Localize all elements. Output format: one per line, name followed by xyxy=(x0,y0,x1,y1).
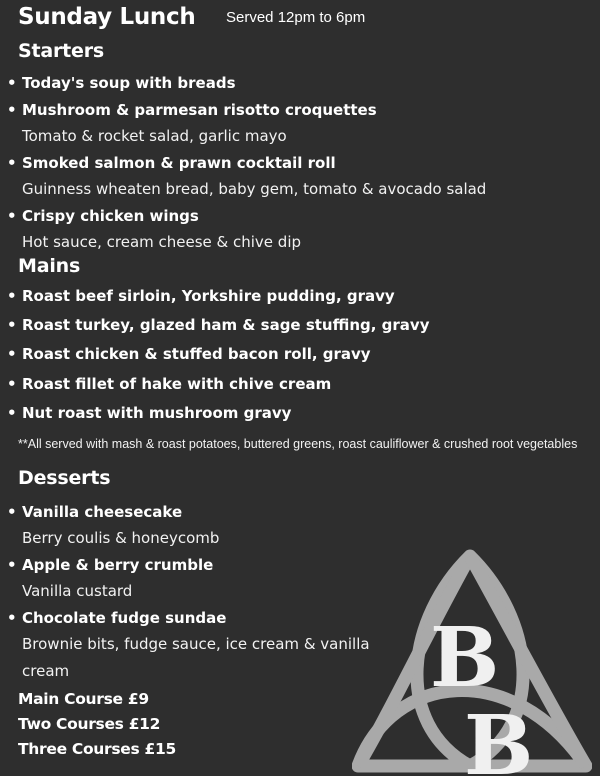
menu-item xyxy=(7,404,291,422)
triquetra-icon xyxy=(352,548,592,776)
sides-note: **All served with mash & roast potatoes, buttered greens, roast cauliflower & crushed root vegetables xyxy=(18,437,578,451)
menu-item-name: Roast fillet of hake with chive cream xyxy=(22,375,332,393)
section-heading-mains: Mains xyxy=(18,255,81,277)
bullet: • xyxy=(7,404,17,422)
menu-item xyxy=(7,207,199,225)
menu-item xyxy=(7,74,236,92)
menu-item xyxy=(7,503,182,521)
bullet: • xyxy=(7,207,17,225)
bullet: • xyxy=(7,609,17,627)
menu-item xyxy=(7,287,395,305)
bullet: • xyxy=(7,287,17,305)
menu-item xyxy=(7,101,377,119)
bullet: • xyxy=(7,154,17,172)
bullet: • xyxy=(7,375,17,393)
menu-item xyxy=(7,345,371,363)
price-two-courses: Two Courses £12 xyxy=(18,715,161,733)
menu-item xyxy=(7,609,226,627)
menu-title: Sunday Lunch xyxy=(18,4,196,30)
menu-item-name: Mushroom & parmesan risotto croquettes xyxy=(22,101,377,119)
bullet: • xyxy=(7,101,17,119)
menu-item-name: Crispy chicken wings xyxy=(22,207,199,225)
menu-item-name: Vanilla cheesecake xyxy=(22,503,183,521)
menu-item-description-continued: cream xyxy=(22,662,70,680)
section-heading-starters: Starters xyxy=(18,40,105,62)
menu-item xyxy=(7,154,336,172)
menu-item-description: Tomato & rocket salad, garlic mayo xyxy=(22,127,287,145)
menu-item-name: Apple & berry crumble xyxy=(22,556,214,574)
menu-item-description: Berry coulis & honeycomb xyxy=(22,529,220,547)
price-main-course: Main Course £9 xyxy=(18,690,149,708)
section-heading-desserts: Desserts xyxy=(18,467,111,489)
menu-item-name: Chocolate fudge sundae xyxy=(22,609,227,627)
bullet: • xyxy=(7,316,17,334)
menu-item-description: Hot sauce, cream cheese & chive dip xyxy=(22,233,302,251)
menu-item-name: Roast turkey, glazed ham & sage stuffing, gravy xyxy=(22,316,430,334)
menu-item xyxy=(7,556,213,574)
bullet: • xyxy=(7,556,17,574)
menu-item-description: Guinness wheaten bread, baby gem, tomato & avocado salad xyxy=(22,180,487,198)
menu-item-description: Brownie bits, fudge sauce, ice cream & vanilla xyxy=(22,635,370,653)
bullet: • xyxy=(7,345,17,363)
bullet: • xyxy=(7,74,17,92)
menu-item-name: Today's soup with breads xyxy=(22,74,236,92)
bullet: • xyxy=(7,503,17,521)
menu-item-name: Roast chicken & stuffed bacon roll, gravy xyxy=(22,345,371,363)
menu-item-name: Roast beef sirloin, Yorkshire pudding, gravy xyxy=(22,287,395,305)
menu-item xyxy=(7,316,429,334)
logo-letter: B xyxy=(430,610,500,706)
menu-item-name: Smoked salmon & prawn cocktail roll xyxy=(22,154,336,172)
menu-item xyxy=(7,375,331,393)
logo-letter: B xyxy=(464,698,534,776)
menu-item-description: Vanilla custard xyxy=(22,582,133,600)
menu-item-name: Nut roast with mushroom gravy xyxy=(22,404,292,422)
service-hours: Served 12pm to 6pm xyxy=(226,9,366,26)
price-three-courses: Three Courses £15 xyxy=(18,740,176,758)
